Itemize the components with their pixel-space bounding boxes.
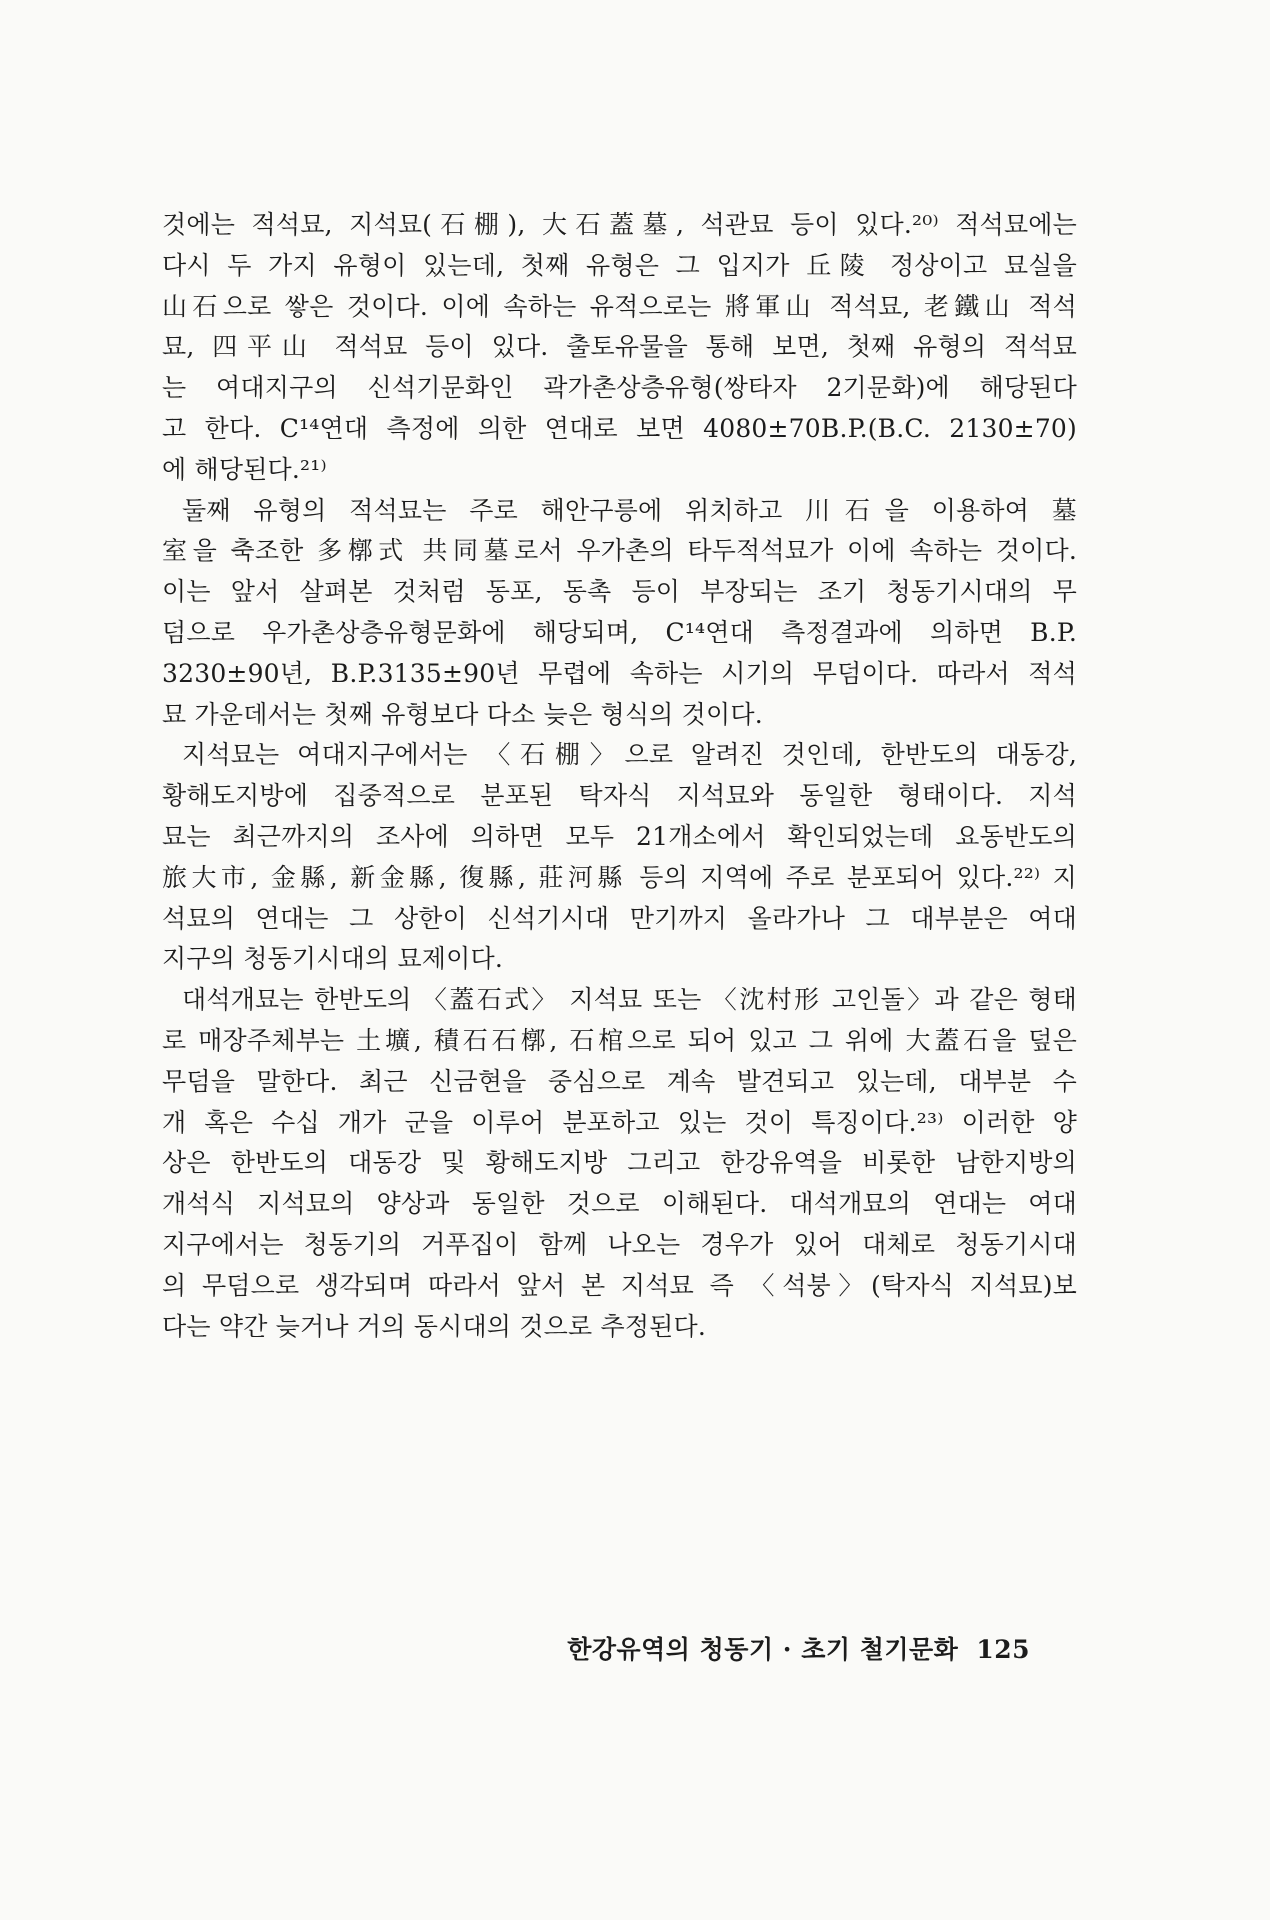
text-line: 개석식 지석묘의 양상과 동일한 것으로 이해된다. 대석개묘의 연대는 여대 [162, 1189, 1077, 1219]
text-line: 지구에서는 청동기의 거푸집이 함께 나오는 경우가 있어 대체로 청동기시대 [162, 1229, 1077, 1259]
text-line: 덤으로 우가촌상층유형문화에 해당되며, C¹⁴연대 측정결과에 의하면 B.P. [162, 617, 1077, 647]
paragraph-2 [162, 491, 1077, 736]
text-line: 다는 약간 늦거나 거의 동시대의 것으로 추정된다. [162, 1311, 707, 1341]
text-line: 석묘의 연대는 그 상한이 신석기시대 만기까지 올라가나 그 대부분은 여대 [162, 903, 1077, 933]
paragraph-1 [162, 205, 1077, 491]
text-line: 상은 한반도의 대동강 및 황해도지방 그리고 한강유역을 비롯한 남한지방의 [162, 1148, 1077, 1178]
paragraph-4 [162, 980, 1077, 1347]
text-line: 대석개묘는 한반도의 〈蓋石式〉 지석묘 또는 〈沈村形 고인돌〉과 같은 형태 [182, 985, 1077, 1015]
page-footer [530, 1630, 1030, 1666]
text-line: 는 여대지구의 신석기문화인 곽가촌상층유형(쌍타자 2기문화)에 해당된다 [162, 373, 1077, 403]
text-line: 개 혹은 수십 개가 군을 이루어 분포하고 있는 것이 특징이다.²³⁾ 이러한 양 [162, 1107, 1077, 1137]
body-text [162, 205, 1077, 1347]
text-line: 室을 축조한 多槨式 共同墓로서 우가촌의 타두적석묘가 이에 속하는 것이다. [162, 536, 1077, 566]
text-line: 지석묘는 여대지구에서는 〈石棚〉으로 알려진 것인데, 한반도의 대동강, [182, 740, 1077, 770]
text-line: 旅大市, 金縣, 新金縣, 復縣, 莊河縣 등의 지역에 주로 분포되어 있다.²²⁾ 지 [162, 862, 1077, 892]
text-line: 의 무덤으로 생각되며 따라서 앞서 본 지석묘 즉 〈석붕〉(탁자식 지석묘)보 [162, 1270, 1077, 1300]
text-line: 황해도지방에 집중적으로 분포된 탁자식 지석묘와 동일한 형태이다. 지석 [162, 781, 1077, 811]
text-line: 고 한다. C¹⁴연대 측정에 의한 연대로 보면 4080±70B.P.(B.C. 2130±70) [162, 413, 1077, 443]
text-line: 묘, 四平山 적석묘 등이 있다. 출토유물을 통해 보면, 첫째 유형의 적석묘 [162, 332, 1077, 362]
text-line: 지구의 청동기시대의 묘제이다. [162, 944, 503, 974]
page-number: 125 [976, 1635, 1030, 1664]
text-line: 묘는 최근까지의 조사에 의하면 모두 21개소에서 확인되었는데 요동반도의 [162, 821, 1077, 851]
paragraph-3 [162, 735, 1077, 980]
text-line: 이는 앞서 살펴본 것처럼 동포, 동촉 등이 부장되는 조기 청동기시대의 무 [162, 577, 1077, 607]
text-line: 무덤을 말한다. 최근 신금현을 중심으로 계속 발견되고 있는데, 대부분 수 [162, 1066, 1077, 1096]
text-line: 것에는 적석묘, 지석묘(石棚), 大石蓋墓, 석관묘 등이 있다.²⁰⁾ 적석묘에는 [162, 210, 1077, 239]
text-line: 에 해당된다.²¹⁾ [162, 454, 327, 484]
running-title: 한강유역의 청동기 · 초기 철기문화 [567, 1635, 959, 1664]
text-line: 둘째 유형의 적석묘는 주로 해안구릉에 위치하고 川石을 이용하여 墓 [182, 495, 1077, 525]
text-line: 묘 가운데서는 첫째 유형보다 다소 늦은 형식의 것이다. [162, 699, 763, 729]
text-line: 3230±90년, B.P.3135±90년 무렵에 속하는 시기의 무덤이다. 따라서 적석 [162, 658, 1077, 688]
text-line: 山石으로 쌓은 것이다. 이에 속하는 유적으로는 將軍山 적석묘, 老鐵山 적석 [162, 291, 1077, 321]
text-line: 다시 두 가지 유형이 있는데, 첫째 유형은 그 입지가 丘陵 정상이고 묘실을 [162, 250, 1077, 280]
text-line: 로 매장주체부는 土壙, 積石石槨, 石棺으로 되어 있고 그 위에 大蓋石을 덮은 [162, 1025, 1077, 1055]
